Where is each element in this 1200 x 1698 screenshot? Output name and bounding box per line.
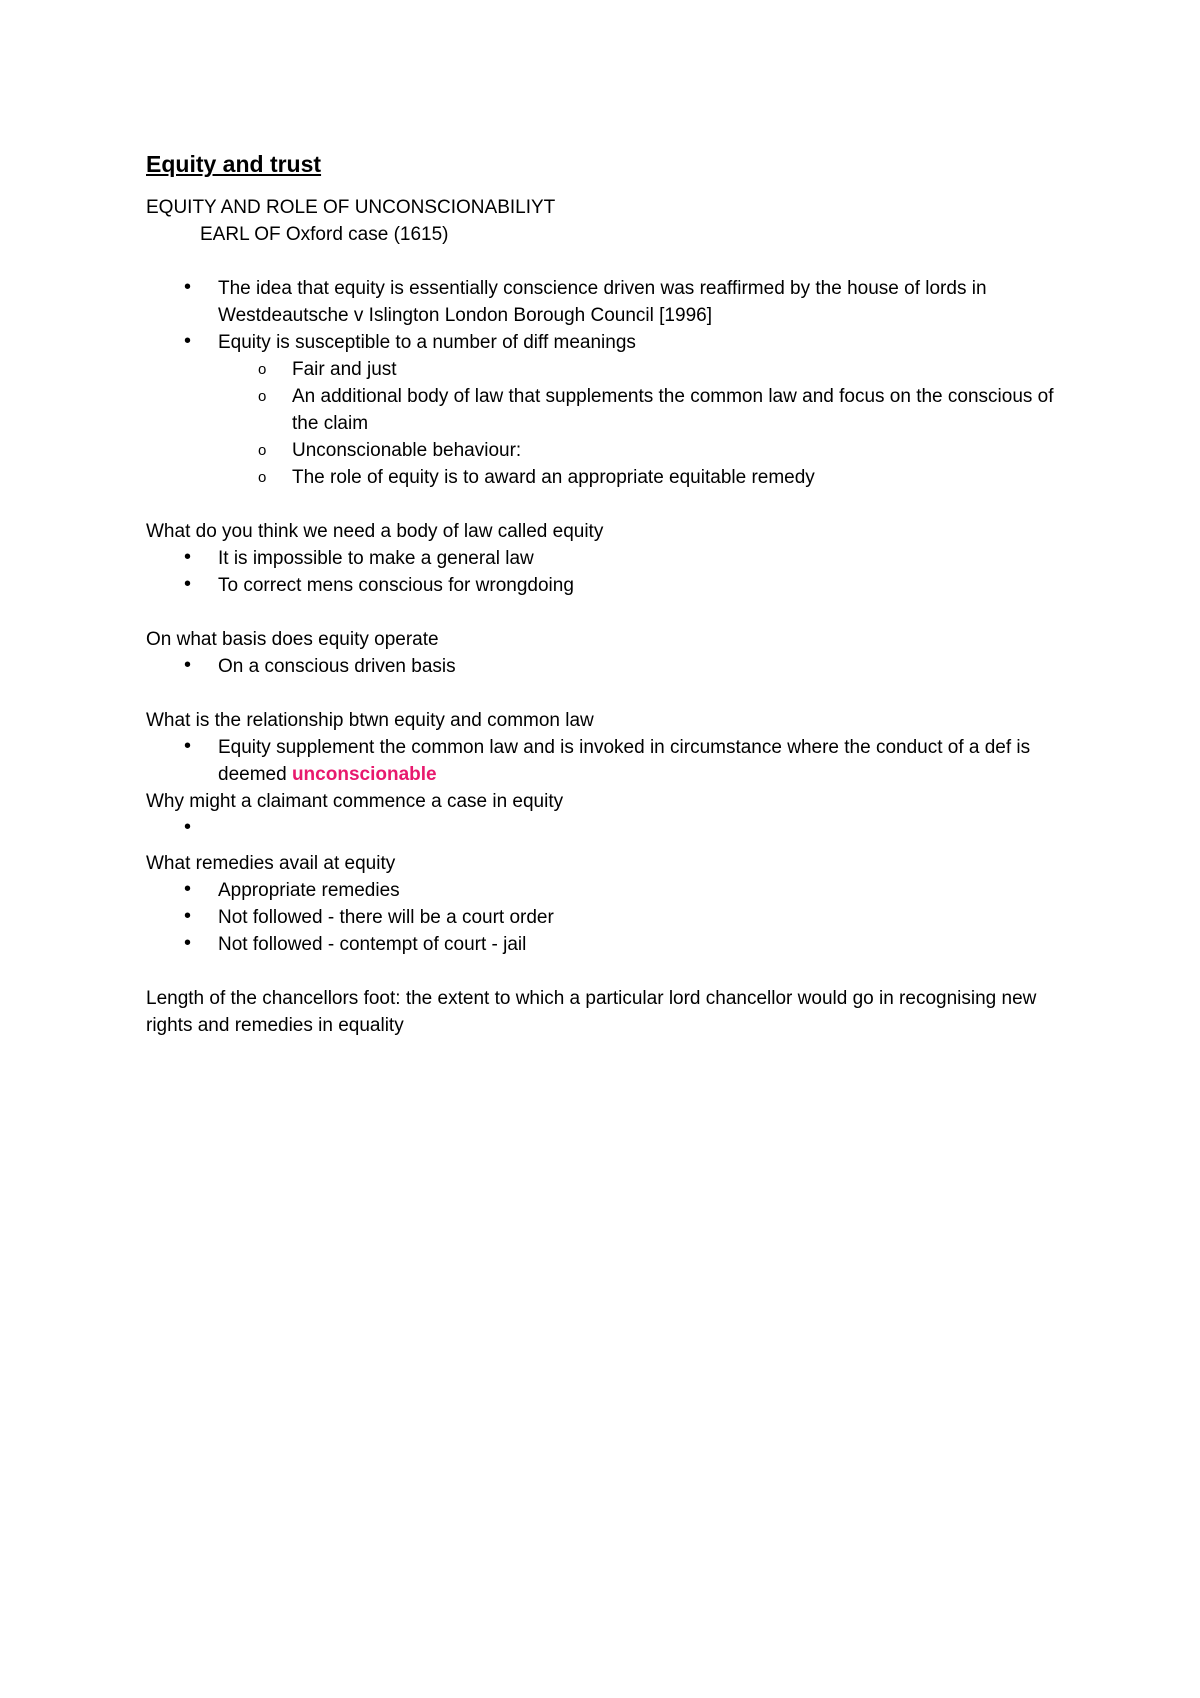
list-item-text-plain: Equity supplement the common law and is invoked in circumstance where the conduct of a def is deemed — [218, 737, 1031, 785]
sub-bullet-marker: o — [258, 361, 267, 378]
sub-bullet-list-meanings — [146, 356, 1066, 491]
question-heading: What remedies avail at equity — [146, 853, 396, 874]
bullet-marker: • — [184, 546, 192, 568]
list-item-text: The idea that equity is essentially conscience driven was reaffirmed by the house of lords in Westdeautsche v Islington London Borough Council [1996] — [218, 278, 987, 326]
bullet-marker: • — [184, 276, 192, 298]
blank-line — [146, 248, 1066, 275]
list-item — [146, 275, 1066, 329]
sub-list-item — [146, 464, 1066, 491]
bullet-list-q1 — [146, 545, 1066, 599]
blank-line — [146, 958, 1066, 985]
document-title: Equity and trust — [146, 151, 322, 177]
case-reference: EARL OF Oxford case (1615) — [200, 224, 449, 245]
sub-list-item-text: An additional body of law that supplements the common law and focus on the conscious of the claim — [292, 386, 1054, 434]
sub-list-item — [146, 383, 1066, 437]
sub-list-item-text: The role of equity is to award an appropriate equitable remedy — [292, 467, 815, 488]
closing-paragraph: Length of the chancellors foot: the extent to which a particular lord chancellor would go in recognising new rights and remedies in equality — [146, 988, 1042, 1036]
question-heading: On what basis does equity operate — [146, 629, 439, 650]
list-item — [146, 653, 1066, 680]
bullet-marker: • — [184, 573, 192, 595]
blank-line — [146, 680, 1066, 707]
list-item-text — [218, 737, 1030, 785]
bullet-marker: • — [184, 330, 192, 352]
list-item — [146, 815, 1066, 850]
bullet-marker: • — [184, 816, 192, 838]
bullet-marker: • — [184, 932, 192, 954]
bullet-list-q5 — [146, 877, 1066, 958]
sub-list-item-text: Fair and just — [292, 359, 397, 380]
bullet-list-q2 — [146, 653, 1066, 680]
question-heading: Why might a claimant commence a case in equity — [146, 791, 564, 812]
highlighted-term: unconscionable — [291, 764, 437, 785]
sub-bullet-marker: o — [258, 388, 267, 405]
blank-line — [146, 491, 1066, 518]
list-item — [146, 572, 1066, 599]
sub-bullet-marker: o — [258, 469, 267, 486]
sub-list-item — [146, 356, 1066, 383]
list-item — [146, 734, 1066, 788]
list-item-text: It is impossible to make a general law — [218, 548, 534, 569]
sub-bullet-marker: o — [258, 442, 267, 459]
sub-list-item — [146, 437, 1066, 464]
list-item-text: Not followed - contempt of court - jail — [218, 934, 527, 955]
list-item — [146, 329, 1066, 491]
section-heading: EQUITY AND ROLE OF UNCONSCIONABILIYT — [146, 197, 556, 218]
bullet-marker: • — [184, 878, 192, 900]
bullet-marker: • — [184, 905, 192, 927]
bullet-list-q4 — [146, 815, 1066, 850]
list-item-text: To correct mens conscious for wrongdoing — [218, 575, 574, 596]
document-body — [146, 148, 1066, 1039]
question-heading: What is the relationship btwn equity and common law — [146, 710, 594, 731]
list-item-text: Equity is susceptible to a number of diff meanings — [218, 332, 636, 353]
list-item — [146, 877, 1066, 904]
blank-line — [146, 599, 1066, 626]
bullet-list-q3 — [146, 734, 1066, 788]
bullet-list-intro — [146, 275, 1066, 491]
list-item-text: On a conscious driven basis — [218, 656, 456, 677]
list-item — [146, 904, 1066, 931]
list-item-text: Appropriate remedies — [218, 880, 400, 901]
bullet-marker: • — [184, 735, 192, 757]
list-item — [146, 545, 1066, 572]
list-item-text: Not followed - there will be a court order — [218, 907, 554, 928]
bullet-marker: • — [184, 654, 192, 676]
sub-list-item-text: Unconscionable behaviour: — [292, 440, 522, 461]
list-item — [146, 931, 1066, 958]
question-heading: What do you think we need a body of law called equity — [146, 521, 604, 542]
